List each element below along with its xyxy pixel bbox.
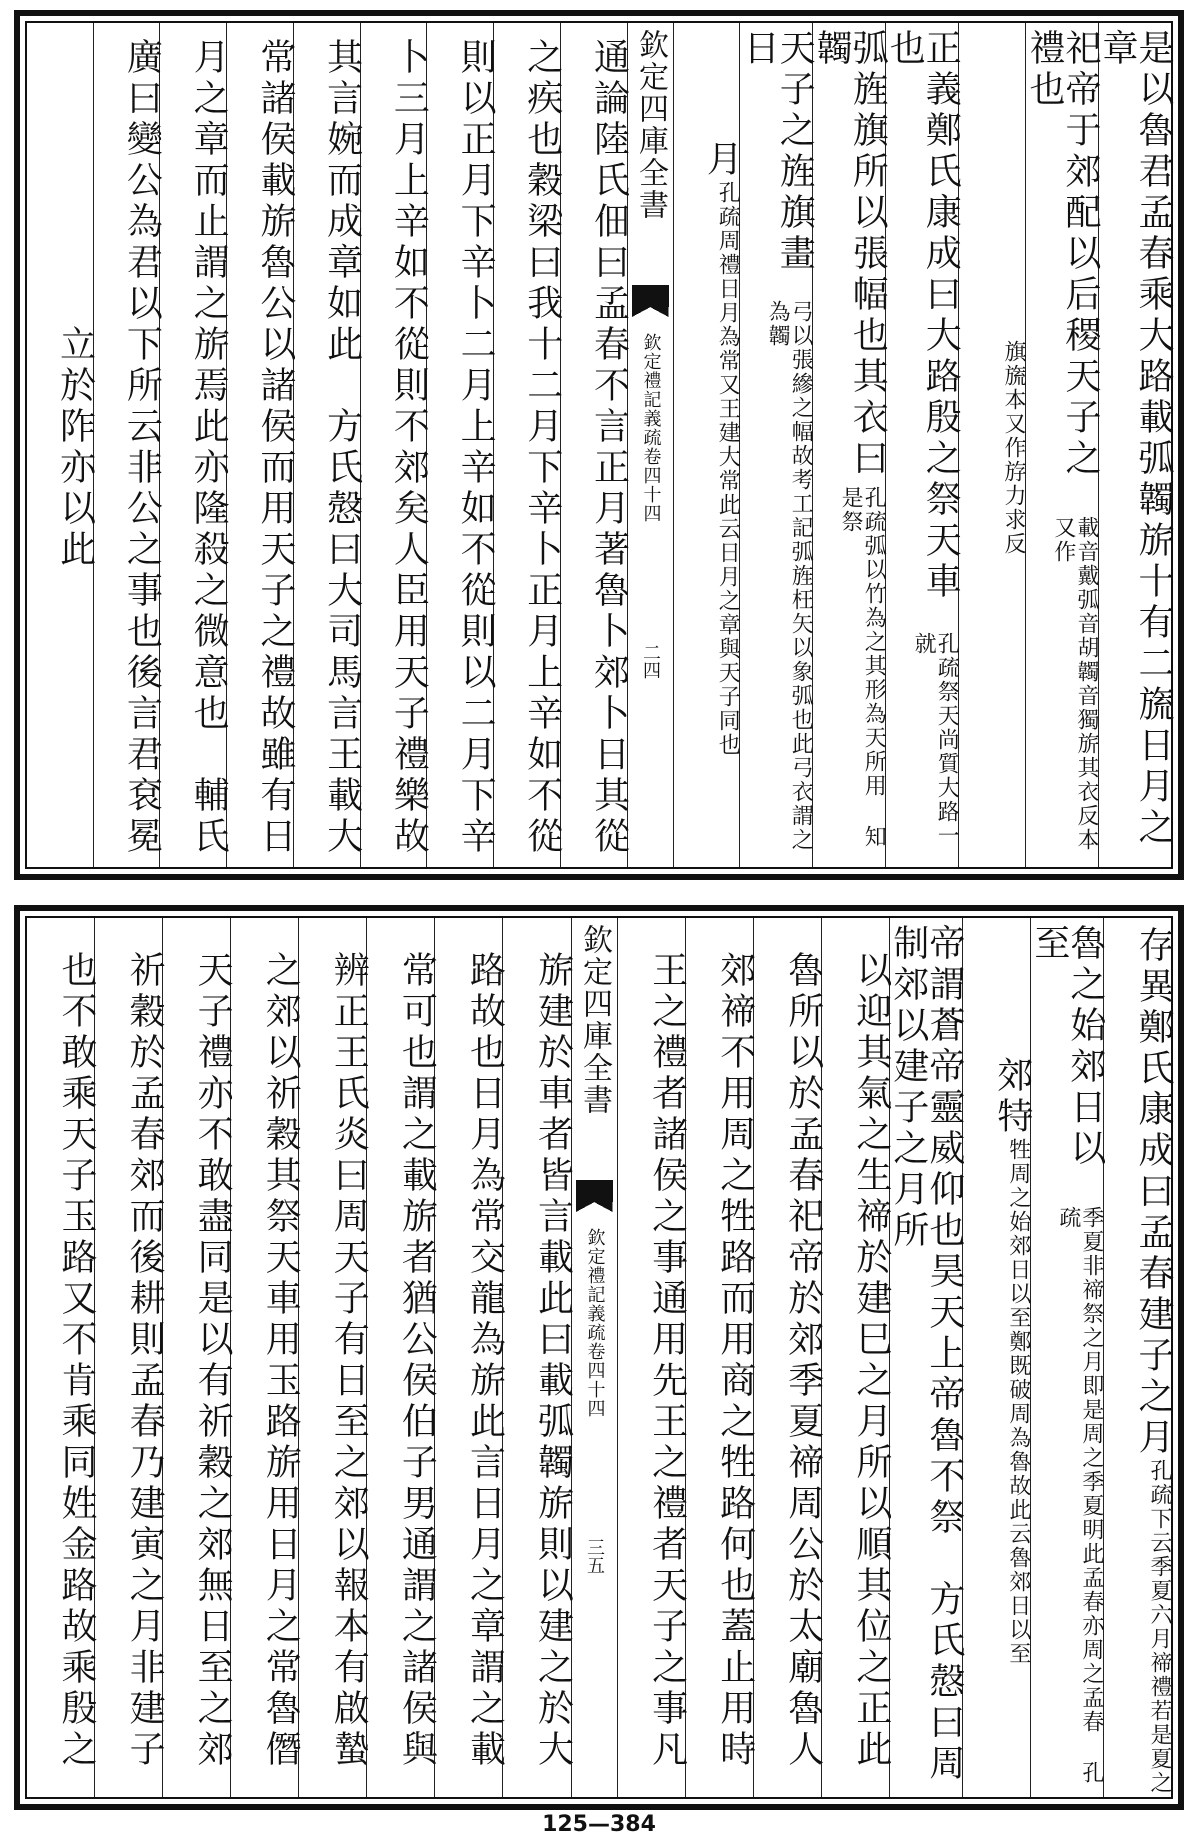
text-column bbox=[493, 23, 563, 867]
lower-page-frame bbox=[25, 916, 1173, 1799]
column-annotation: 季夏非禘祭之月即是周之季夏明此孟春亦周之孟春 孔疏 bbox=[1055, 1205, 1104, 1785]
column-main-text: 正義鄭氏康成曰大路殷之祭天車也 bbox=[884, 29, 962, 603]
column-main-text: 祈穀於孟春郊而後耕則孟春乃建寅之月非建子 bbox=[124, 950, 166, 1771]
column-main-text: 辨正王氏炎曰周天子有日至之郊以報本有啟蟄 bbox=[328, 950, 370, 1771]
column-main-text: 是以魯君孟春乘大路載弧韣旂十有二旒日月之章 bbox=[1097, 29, 1174, 849]
text-column bbox=[1024, 23, 1101, 867]
column-main-text: 通論陸氏佃曰孟春不言正月著魯卜郊卜日其從 bbox=[588, 38, 630, 858]
column-annotation: 旗旒本又作斿力求反 bbox=[1001, 340, 1026, 556]
column-annotation: 載音戴弧音胡韣音獨旂其衣反本又作 bbox=[1050, 516, 1099, 853]
text-column bbox=[226, 23, 296, 867]
collection-title: 欽定四庫全書 bbox=[577, 924, 613, 1116]
column-annotation: 孔疏下云季夏六月禘禮若是夏之 bbox=[1147, 1459, 1172, 1795]
column-main-text: 也不敢乘天子玉路又不肯乘同姓金路故乘殷之 bbox=[55, 950, 97, 1771]
volume-title: 欽定禮記義疏卷四十四 bbox=[584, 1228, 606, 1418]
upper-page bbox=[14, 10, 1184, 880]
text-column bbox=[27, 918, 97, 1797]
column-main-text: 之疾也穀梁曰我十二月下辛卜正月上辛如不從 bbox=[521, 38, 563, 858]
column-main-text: 祀帝于郊配以后稷天子之禮也 bbox=[1024, 29, 1101, 480]
text-column bbox=[366, 918, 438, 1797]
text-column bbox=[502, 918, 574, 1797]
text-column bbox=[162, 918, 234, 1797]
text-column bbox=[738, 23, 816, 867]
lower-page bbox=[14, 905, 1184, 1810]
column-main-text: 以迎其氣之生禘於建巳之月所以順其位之正此 bbox=[850, 950, 892, 1771]
text-column bbox=[811, 23, 889, 867]
column-main-text: 旂建於車者皆言載此曰載弧韣旂則以建之於大 bbox=[532, 950, 574, 1771]
text-column bbox=[94, 918, 166, 1797]
column-main-text: 郊禘不用周之牲路而用商之牲路何也蓋止用時 bbox=[714, 950, 756, 1771]
text-column bbox=[434, 918, 506, 1797]
column-main-text: 卜三月上辛如不從則不郊矣人臣用天子禮樂故 bbox=[388, 38, 430, 858]
lower-text-columns bbox=[27, 918, 1174, 1797]
text-column bbox=[821, 918, 892, 1797]
text-column bbox=[360, 23, 430, 867]
upper-page-frame bbox=[25, 21, 1173, 869]
text-column bbox=[293, 23, 363, 867]
column-main-text: 路故也日月為常交龍為旂此言日月之章謂之載 bbox=[464, 950, 506, 1771]
column-main-text: 魯之始郊日以至 bbox=[1028, 924, 1106, 1170]
text-column bbox=[753, 918, 824, 1797]
fish-tail-mark bbox=[632, 285, 669, 307]
volume-title: 欽定禮記義疏卷四十四 bbox=[640, 333, 662, 523]
center-fold-column bbox=[627, 23, 673, 867]
fish-tail-mark bbox=[576, 1180, 613, 1202]
text-column bbox=[27, 23, 96, 867]
text-column bbox=[685, 918, 756, 1797]
column-main-text: 廣曰變公為君以下所云非公之事也後言君袞冕 bbox=[121, 38, 163, 858]
upper-text-columns bbox=[27, 23, 1174, 867]
column-main-text: 存異鄭氏康成曰孟春建子之月 bbox=[1133, 926, 1174, 1459]
column-main-text: 魯所以於孟春祀帝於郊季夏禘周公於太廟魯人 bbox=[782, 950, 824, 1771]
column-main-text: 弧旌旗所以張幅也其衣曰韣 bbox=[811, 29, 889, 480]
page-footer-number: 125—384 bbox=[542, 1812, 656, 1837]
column-main-text: 則以正月下辛卜二月上辛如不從則以二月下辛 bbox=[455, 38, 497, 858]
column-main-text: 天子之旌旗畫日 bbox=[738, 29, 816, 275]
text-column bbox=[673, 23, 743, 867]
collection-title: 欽定四庫全書 bbox=[633, 29, 669, 221]
text-column bbox=[93, 23, 163, 867]
column-main-text: 月之章而止謂之旂焉此亦隆殺之微意也 輔氏 bbox=[188, 38, 230, 858]
column-annotation: 孔疏周禮日月為常又王建大常此云日月之章與天子同也 bbox=[715, 180, 741, 757]
column-main-text: 月 bbox=[701, 139, 743, 181]
text-column bbox=[230, 918, 302, 1797]
leaf-number: 二四 bbox=[640, 643, 662, 679]
leaf-number: 三五 bbox=[584, 1538, 606, 1574]
column-main-text: 郊特 bbox=[991, 1055, 1033, 1138]
column-main-text: 其言婉而成章如此 方氏慤曰大司馬言王載大 bbox=[321, 38, 363, 858]
text-column bbox=[958, 23, 1025, 867]
column-main-text: 天子禮亦不敢盡同是以有祈穀之郊無日至之郊 bbox=[192, 950, 234, 1771]
column-annotation: 孔疏弧以竹為之其形為天所用 知是祭 bbox=[838, 485, 887, 849]
column-annotation: 弓以張縿之幅故考工記弧旌枉矢以象弧也此弓衣謂之為韣 bbox=[765, 300, 814, 853]
column-annotation: 孔疏祭天尚質大路一就 bbox=[911, 631, 960, 848]
column-main-text: 常可也謂之載旂者猶公侯伯子男通謂之諸侯與 bbox=[396, 950, 438, 1771]
center-fold-column bbox=[571, 918, 617, 1797]
column-annotation: 牲周之始郊日以至鄭既破周為魯故此云魯郊日以至 bbox=[1005, 1137, 1031, 1666]
column-main-text: 之郊以祈穀其祭天車用玉路旂用日月之常魯僭 bbox=[260, 950, 302, 1771]
column-main-text: 立於阼亦以此 bbox=[54, 325, 96, 571]
text-column bbox=[1097, 23, 1174, 867]
text-column bbox=[887, 918, 965, 1797]
column-main-text: 王之禮者諸侯之事通用先王之禮者天子之事凡 bbox=[646, 950, 688, 1771]
text-column bbox=[884, 23, 962, 867]
text-column bbox=[1103, 918, 1174, 1797]
column-main-text: 常諸侯載旂魯公以諸侯而用天子之禮故雖有日 bbox=[254, 38, 296, 858]
text-column bbox=[426, 23, 497, 867]
text-column bbox=[560, 23, 630, 867]
text-column bbox=[962, 918, 1033, 1797]
text-column bbox=[159, 23, 230, 867]
text-column bbox=[1028, 918, 1106, 1797]
column-main-text: 帝謂蒼帝靈威仰也昊天上帝魯不祭 方氏慤曰周制郊以建子之月所 bbox=[887, 924, 965, 1785]
text-column bbox=[298, 918, 370, 1797]
text-column bbox=[617, 918, 688, 1797]
